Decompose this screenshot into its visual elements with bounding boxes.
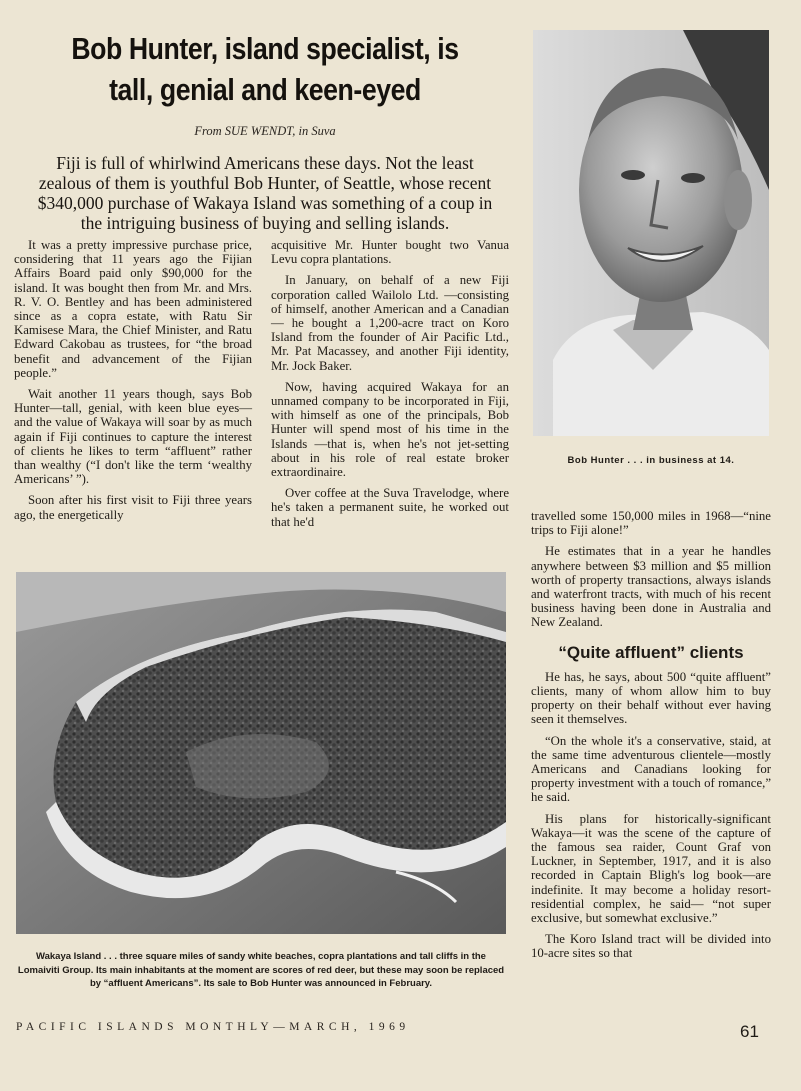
portrait-photo-graphic bbox=[533, 30, 769, 436]
paragraph: His plans for historically-significant Wakaya—it was the scene of the capture of the famous sea raider, Count Graf von Luckner, in September, 1917, and it is also recorded in Captain Bligh's log book—are indefinite. It may become a holiday resort-residential complex, he said— “not super exclusive, but somewhat exclusive.” bbox=[531, 811, 771, 926]
paragraph: “On the whole it's a conservative, staid, at the same time adventurous clientele—mostly Americans and Canadians looking for property investment with a touch of romance,” he said. bbox=[531, 733, 771, 805]
publication-footer: PACIFIC ISLANDS MONTHLY—MARCH, 1969 bbox=[16, 1021, 410, 1033]
paragraph: Wait another 11 years though, says Bob Hunter—tall, genial, with keen blue eyes—and the value of Wakaya will soar by as much again if Fiji continues to capture the interest of clients he likes to term “affluent” rather than wealthy (“I don't like the term ‘wealthy Americans’ ”). bbox=[14, 387, 252, 487]
page-number: 61 bbox=[740, 1022, 759, 1041]
island-aerial-graphic bbox=[16, 572, 506, 934]
island-caption: Wakaya Island . . . three square miles of sandy white beaches, copra plantations and tall cliffs in the Lomaiviti Group. Its main inhabitants at the moment are scores of red deer, but these may soon be replaced by “affluent Americans”. Its sale to Bob Hunter was announced in February. bbox=[17, 951, 505, 989]
paragraph: Now, having acquired Wakaya for an unnamed company to be incorporated in Fiji, with himself as one of the principals, Bob Hunter will spend most of his time in the Islands —that is, when he's not jet-setting about in his role of real estate broker extraordinaire. bbox=[271, 379, 509, 480]
column-1 bbox=[14, 238, 252, 529]
paragraph: The Koro Island tract will be divided into 10-acre sites so that bbox=[531, 932, 771, 961]
paragraph: In January, on behalf of a new Fiji corporation called Wailolo Ltd. —consisting of himself, another American and a Canadian — he bought a 1,200-acre tract on Koro Island from the founder of Air Pacific Ltd., Mr. Pat Macassey, and another Fiji identity, Mr. Jock Baker. bbox=[271, 273, 509, 373]
paragraph: acquisitive Mr. Hunter bought two Vanua Levu copra plantations. bbox=[271, 238, 509, 267]
paragraph: travelled some 150,000 miles in 1968—“nine trips to Fiji alone!” bbox=[531, 509, 771, 538]
portrait-caption: Bob Hunter . . . in business at 14. bbox=[567, 455, 735, 466]
headline: Bob Hunter, island specialist, is tall, genial and keen-eyed bbox=[71, 31, 459, 107]
paragraph: It was a pretty impressive purchase price, considering that 11 years ago the Fijian Affairs Board paid only $90,000 for the island. It was bought then from Mr. and Mrs. R. V. O. Bentley and has been administered since as a copra estate, with Ratu Sir Kamisese Mara, the Chief Minister, and Ratu Edward Cakobau as trustees, for “the broad benefit and advancement of the Fijian people.” bbox=[14, 238, 252, 380]
portrait-photo bbox=[533, 30, 769, 436]
byline: From SUE WENDT, in Suva bbox=[194, 124, 336, 138]
paragraph: Soon after his first visit to Fiji three years ago, the energetically bbox=[14, 493, 252, 522]
column-2 bbox=[271, 238, 509, 536]
section-subhead: “Quite affluent” clients bbox=[558, 642, 744, 662]
paragraph: He has, he says, about 500 “quite affluent” clients, many of whom allow him to buy property on their behalf without ever having seen it themselves. bbox=[531, 669, 771, 727]
column-3 bbox=[531, 509, 771, 968]
island-aerial-photo bbox=[16, 572, 506, 934]
lead-paragraph: Fiji is full of whirlwind Americans these days. Not the least zealous of them is youthful Bob Hunter, of Seattle, whose recent $340,000 purchase of Wakaya Island was something of a coup in the intriguing business of buying and selling islands. bbox=[37, 153, 493, 233]
paragraph: He estimates that in a year he handles anywhere between $3 million and $5 million worth of property transactions, always islands and waterfront tracts, with much of his recent business having been done in Australia and New Zealand. bbox=[531, 544, 771, 630]
paragraph: Over coffee at the Suva Travelodge, where he's taken a permanent suite, he worked out that he'd bbox=[271, 486, 509, 529]
